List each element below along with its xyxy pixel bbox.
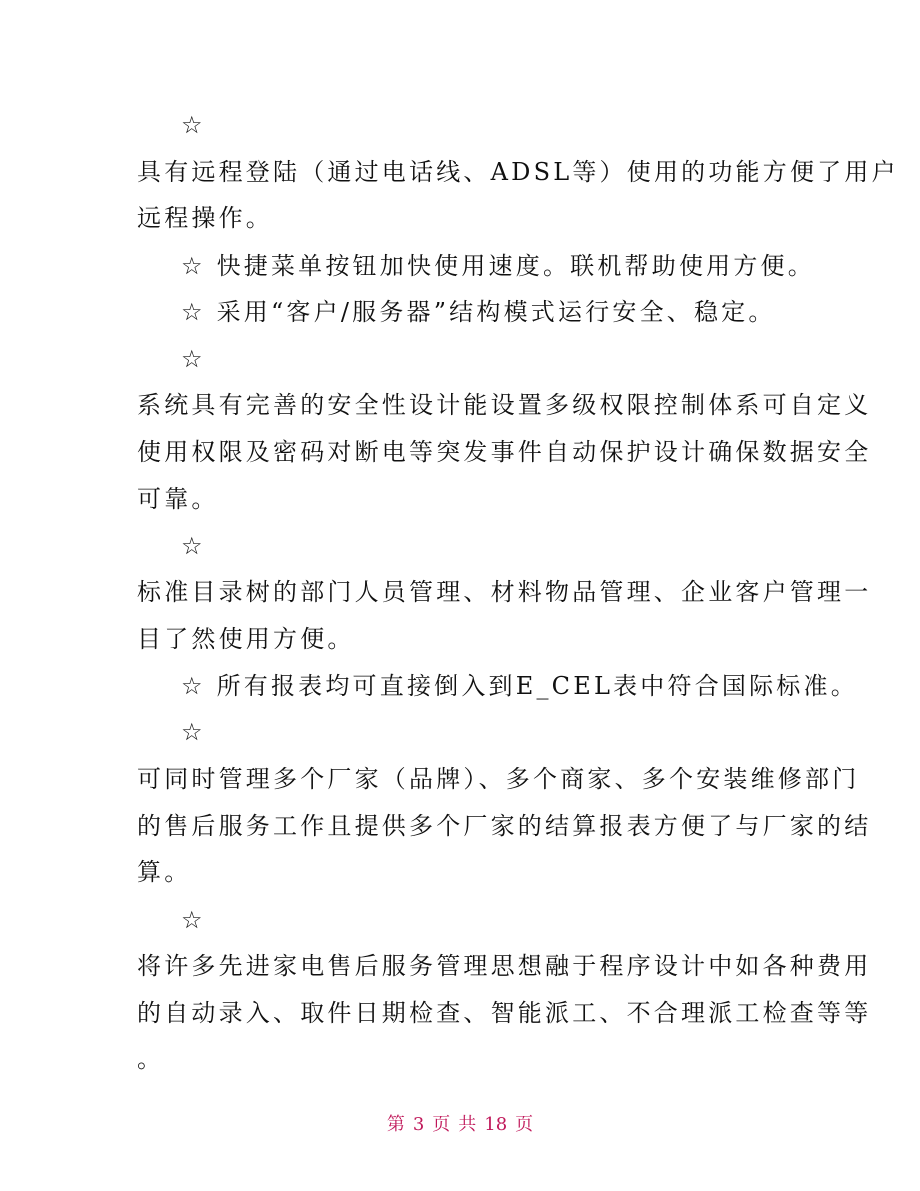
paragraph-4-line-1: 系统具有完善的安全性设计能设置多级权限控制体系可自定义 <box>137 391 872 419</box>
bullet-star-icon: ☆ <box>181 718 206 746</box>
page-footer <box>0 1113 920 1137</box>
footer-current-page: 3 <box>412 1114 425 1135</box>
bullet-star-icon: ☆ <box>181 111 206 139</box>
bullet-star-icon: ☆ <box>181 672 206 700</box>
bullet-star-icon: ☆ <box>181 345 206 373</box>
bullet-star-icon: ☆ <box>181 906 206 934</box>
paragraph-7-line-3: 算。 <box>137 858 192 886</box>
paragraph-2-text: 快捷菜单按钮加快使用速度。联机帮助使用方便。 <box>216 252 815 280</box>
paragraph-8-line-2: 的自动录入、取件日期检查、智能派工、不合理派工检查等等 <box>137 999 872 1027</box>
bullet-star-icon: ☆ <box>181 532 206 560</box>
paragraph-4-line-2: 使用权限及密码对断电等突发事件自动保护设计确保数据安全 <box>137 438 872 466</box>
paragraph-8-line-3: 。 <box>137 1045 165 1073</box>
bullet-star-icon: ☆ <box>181 252 206 280</box>
paragraph-7-line-2: 的售后服务工作且提供多个厂家的结算报表方便了与厂家的结 <box>137 812 872 840</box>
paragraph-1-line-2: 远程操作。 <box>137 204 273 232</box>
footer-total-pages: 18 <box>484 1114 508 1135</box>
footer-ye-2: 页 <box>515 1114 534 1135</box>
paragraph-5-line-1: 标准目录树的部门人员管理、材料物品管理、企业客户管理一 <box>137 578 872 606</box>
paragraph-6 <box>181 671 858 701</box>
paragraph-3 <box>181 297 776 327</box>
footer-ye: 页 <box>432 1114 451 1135</box>
paragraph-6-text: 所有报表均可直接倒入到E_CEL表中符合国际标准。 <box>216 672 858 700</box>
paragraph-1-line-1: 具有远程登陆（通过电话线、ADSL等）使用的功能方便了用户 <box>137 158 899 186</box>
paragraph-3-text: 采用“客户/服务器”结构模式运行安全、稳定。 <box>216 298 776 326</box>
paragraph-8-line-1: 将许多先进家电售后服务管理思想融于程序设计中如各种费用 <box>137 952 872 980</box>
paragraph-7-line-1: 可同时管理多个厂家（品牌）、多个商家、多个安装维修部门 <box>137 765 860 793</box>
footer-gong: 共 <box>458 1114 477 1135</box>
footer-di: 第 <box>386 1114 405 1135</box>
paragraph-4-line-3: 可靠。 <box>137 485 219 513</box>
paragraph-2 <box>181 251 815 281</box>
paragraph-5-line-2: 目了然使用方便。 <box>137 625 355 653</box>
bullet-star-icon: ☆ <box>181 298 206 326</box>
